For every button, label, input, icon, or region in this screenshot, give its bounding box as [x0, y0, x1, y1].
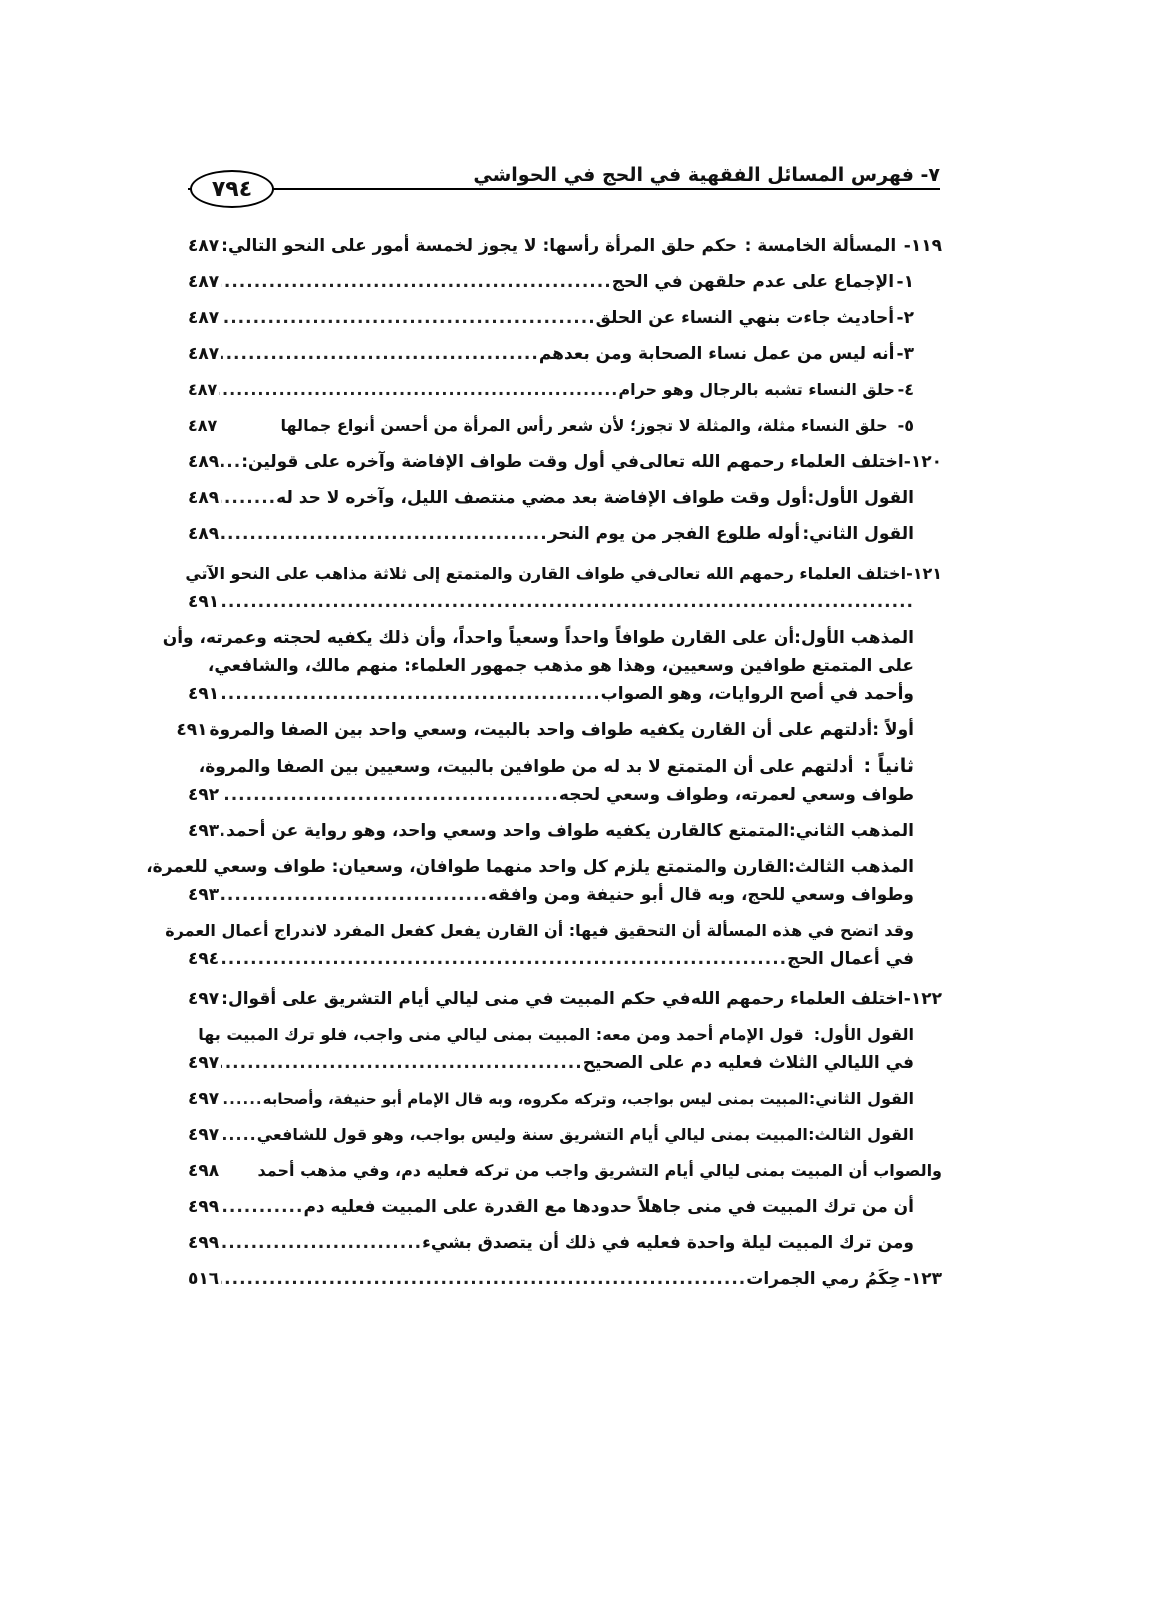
item-text: الإجماع على عدم حلقهن في الحج — [611, 272, 895, 292]
sub-item — [188, 1193, 942, 1221]
leader-dots — [221, 1049, 583, 1077]
leader-dots — [221, 268, 612, 296]
sub-label: القول الثاني: — [808, 1089, 914, 1108]
leader-dots — [221, 304, 596, 332]
page-ref[interactable]: ٤٩١ — [188, 684, 220, 704]
sub-text: أدلتهم على أن القارن يكفيه طواف واحد بالبيت، وسعي واحد بين الصفا والمروة — [209, 720, 873, 740]
entry-text: في طواف القارن والمتمتع إلى ثلاثة مذاهب على النحو الآتي — [185, 564, 658, 583]
sub-text: القارن والمتمتع يلزم كل واحد منهما طوافان، وسعيان: طواف وسعي للعمرة، — [146, 857, 789, 877]
page-ref[interactable]: ٤٩٧ — [188, 1053, 220, 1073]
sub-item — [188, 1229, 942, 1257]
list-item — [188, 304, 942, 332]
sub-item — [146, 853, 942, 909]
page-header — [0, 160, 1150, 210]
leader-dots — [221, 945, 787, 973]
item-number: ٥- — [897, 416, 914, 435]
entry-page-line — [188, 588, 942, 616]
sub-text: أن من ترك المبيت في منى جاهلاً حدودها مع القدرة على المبيت فعليه دم — [303, 1197, 914, 1217]
sub-label: أولاً : — [872, 720, 914, 740]
leader-dots — [221, 817, 226, 845]
list-item — [188, 412, 942, 440]
entry-number: ١٢١- — [906, 564, 942, 583]
item-text: أحاديث جاءت بنهي النساء عن الحلق — [595, 308, 895, 328]
sub-label: المذهب الثالث: — [788, 857, 914, 877]
leader-dots — [221, 1265, 746, 1293]
sub-label: ثانياً : — [863, 755, 914, 777]
page-ref[interactable]: ٤٨٧ — [188, 416, 218, 435]
sub-item — [162, 624, 942, 708]
list-item — [188, 340, 942, 368]
sub-item — [176, 716, 942, 744]
sub-text: أدلتهم على أن المتمتع لا بد له من طوافين بالبيت، وسعيين بين الصفا والمروة، — [198, 757, 854, 777]
entry-heading — [188, 1265, 942, 1293]
page-ref[interactable]: ٤٩٧ — [188, 1125, 220, 1145]
sub-label: المذهب الأول: — [794, 628, 914, 648]
page-ref[interactable]: ٤٩٤ — [188, 949, 220, 969]
page-ref[interactable]: ٤٨٧ — [188, 236, 220, 256]
page-ref[interactable]: ٤٨٧ — [188, 272, 220, 292]
item-number: ٣- — [896, 344, 914, 364]
page-ref[interactable]: ٤٨٧ — [188, 344, 220, 364]
leader-dots — [219, 376, 618, 404]
sub-text: وأحمد في أصح الروايات، وهو الصواب — [600, 684, 914, 704]
entry-heading — [188, 232, 942, 260]
leader-dots — [221, 520, 548, 548]
page-ref[interactable]: ٤٩٩ — [188, 1197, 220, 1217]
sub-label: القول الثالث: — [808, 1125, 914, 1144]
leader-dots — [221, 1193, 303, 1221]
header-divider — [188, 188, 940, 190]
leader-dots — [221, 448, 241, 476]
sub-text: وقد اتضح في هذه المسألة أن التحقيق فيها: أن القارن يفعل كفعل المفرد لاندراج أعمال العمرة — [165, 921, 914, 940]
sub-text: والصواب أن المبيت بمنى ليالي أيام التشريق واجب من تركه فعليه دم، وفي مذهب أحمد — [257, 1161, 942, 1180]
page-ref[interactable]: ٤٨٩ — [188, 524, 220, 544]
index-entry-121 — [146, 560, 942, 973]
entry-number: ١١٩- — [903, 236, 942, 256]
entry-heading — [188, 448, 942, 476]
list-item — [188, 268, 942, 296]
sub-text: أن على القارن طوافاً واحداً وسعياً واحداً، وأن ذلك يكفيه لحجته وعمرته، وأن — [162, 628, 795, 648]
entry-text: في أول وقت طواف الإفاضة وآخره على قولين: — [241, 452, 640, 472]
index-entry-120 — [188, 448, 942, 548]
page-ref[interactable]: ٤٩١ — [176, 720, 208, 740]
leader-dots — [221, 680, 601, 708]
page-ref[interactable]: ٤٩٧ — [188, 989, 220, 1009]
sub-text: في أعمال الحج — [787, 949, 914, 969]
sub-text: المبيت بمنى ليس بواجب، وتركه مكروه، وبه قال الإمام أبو حنيفة، وأصحابه — [262, 1090, 809, 1108]
sub-text: أوله طلوع الفجر من يوم النحر — [547, 524, 801, 544]
sub-item — [188, 1157, 942, 1185]
sub-text: في الليالي الثلاث فعليه دم على الصحيح — [582, 1053, 914, 1073]
sub-text: المتمتع كالقارن يكفيه طواف واحد وسعي واحد، وهو رواية عن أحمد — [226, 821, 789, 841]
page-ref[interactable]: ٤٩٢ — [188, 785, 220, 805]
page-ref[interactable]: ٤٩٩ — [188, 1233, 220, 1253]
sub-item — [188, 1021, 942, 1077]
sub-label: المذهب الثاني: — [788, 821, 914, 841]
item-number: ١- — [896, 272, 914, 292]
page-number-badge: ٧٩٤ — [190, 170, 274, 208]
leader-dots — [221, 781, 559, 809]
entry-number: ١٢٢- — [903, 989, 942, 1009]
item-text: أنه ليس من عمل نساء الصحابة ومن بعدهم — [538, 344, 895, 364]
item-number: ٢- — [896, 308, 914, 328]
sub-item — [188, 1121, 942, 1149]
item-text: حلق النساء مثلة، والمثلة لا تجوز؛ لأن شعر رأس المرأة من أحسن أنواع جمالها — [280, 416, 888, 435]
entry-text: في حكم المبيت في منى ليالي أيام التشريق على أقوال: — [221, 989, 691, 1009]
page-ref[interactable]: ٤٩٧ — [188, 1089, 220, 1109]
sub-item — [188, 752, 942, 809]
entry-heading — [188, 985, 942, 1013]
sub-label: القول الأول: — [807, 488, 914, 508]
sub-item — [188, 817, 942, 845]
page-ref[interactable]: ٤٩١ — [188, 592, 220, 612]
entry-label: حِكَمُ رمي الجمرات — [746, 1269, 901, 1289]
page-ref[interactable]: ٥١٦ — [188, 1269, 220, 1289]
entry-label: اختلف العلماء رحمهم الله تعالى — [639, 452, 904, 472]
leader-dots — [221, 484, 276, 512]
leader-dots — [221, 881, 488, 909]
index-entry-122 — [188, 985, 942, 1257]
leader-dots — [221, 1229, 422, 1257]
entry-heading — [185, 560, 942, 588]
entry-label: اختلف العلماء رحمهم الله — [690, 989, 904, 1009]
sub-item — [188, 520, 942, 548]
sub-label: القول الأول: — [813, 1025, 914, 1044]
sub-text: قول الإمام أحمد ومن معه: المبيت بمنى ليالي منى واجب، فلو ترك المبيت بها — [198, 1025, 804, 1044]
sub-item — [165, 917, 942, 973]
leader-dots — [221, 1121, 257, 1149]
page-ref[interactable]: ٤٩٣ — [188, 885, 220, 905]
item-number: ٤- — [897, 380, 914, 399]
page-ref[interactable]: ٤٨٩ — [188, 488, 220, 508]
sub-text: على المتمتع طوافين وسعيين، وهذا هو مذهب جمهور العلماء: منهم مالك، والشافعي، — [207, 656, 914, 676]
index-entry-119 — [188, 232, 942, 440]
entry-number: ١٢٠- — [903, 452, 942, 472]
item-text: حلق النساء تشبه بالرجال وهو حرام — [618, 380, 895, 399]
index-list — [146, 232, 942, 1293]
sub-text: ومن ترك المبيت ليلة واحدة فعليه في ذلك أن يتصدق بشيء — [422, 1233, 914, 1253]
entry-label: اختلف العلماء رحمهم الله تعالى — [657, 564, 907, 583]
leader-dots — [221, 588, 914, 616]
page-ref[interactable]: ٤٩٨ — [188, 1161, 220, 1181]
index-entry-123 — [188, 1265, 942, 1293]
sub-text: المبيت بمنى ليالي أيام التشريق سنة وليس بواجب، وهو قول للشافعي — [256, 1125, 808, 1144]
entry-number: ١٢٣- — [903, 1269, 942, 1289]
sub-item — [188, 484, 942, 512]
list-item — [188, 376, 942, 404]
sub-text: وطواف وسعي للحج، وبه قال أبو حنيفة ومن وافقه — [487, 885, 914, 905]
page-ref[interactable]: ٤٩٣ — [188, 821, 220, 841]
sub-text: أول وقت طواف الإفاضة بعد مضي منتصف الليل، وآخره لا حد له — [276, 488, 808, 508]
sub-label: القول الثاني: — [802, 524, 914, 544]
sub-text: طواف وسعي لعمرته، وطواف وسعي لحجه — [558, 785, 914, 805]
section-title: ٧- فهرس المسائل الفقهية في الحج في الحواشي — [473, 164, 940, 186]
page-ref[interactable]: ٤٨٩ — [188, 452, 220, 472]
entry-text: حكم حلق المرأة رأسها: لا يجوز لخمسة أمور على النحو التالي: — [221, 236, 737, 256]
leader-dots — [221, 1085, 262, 1113]
leader-dots — [221, 340, 539, 368]
sub-item — [188, 1085, 942, 1113]
entry-label: المسألة الخامسة : — [744, 236, 897, 256]
page-ref[interactable]: ٤٨٧ — [188, 308, 220, 328]
page-ref[interactable]: ٤٨٧ — [188, 380, 218, 399]
